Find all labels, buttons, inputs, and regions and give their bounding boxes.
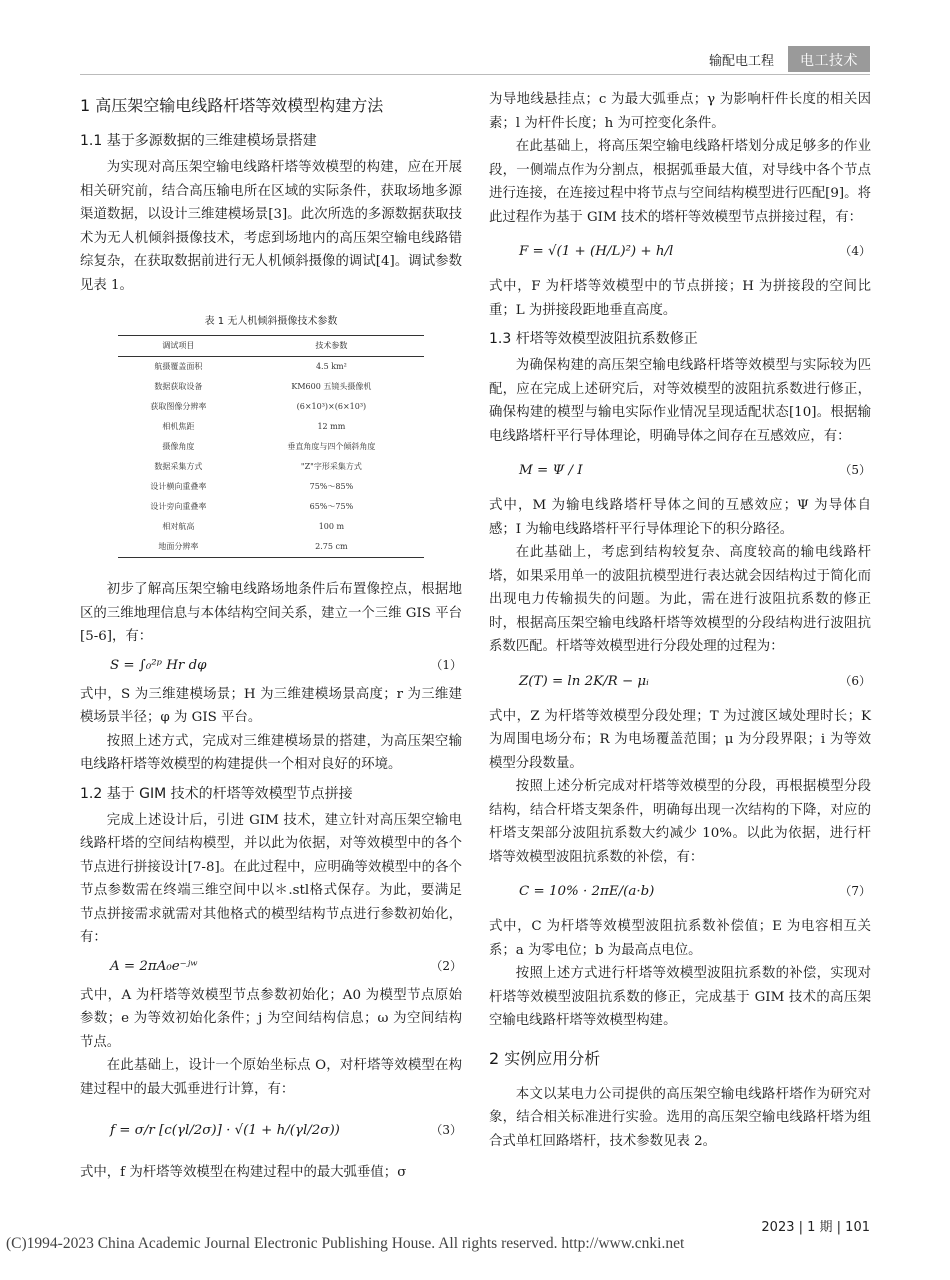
table-row: [118, 457, 424, 477]
table-header-cell: 技术参数: [239, 336, 424, 357]
paragraph: 式中，f 为杆塔等效模型在构建过程中的最大弧垂值；σ: [80, 1165, 407, 1180]
equation-body: A = 2πA₀e⁻ʲʷ: [110, 958, 198, 974]
equation-number: （7）: [839, 884, 871, 899]
equation-body: F = √(1 + (H/L)²) + h/l: [519, 244, 674, 260]
paragraph: 式中，Z 为杆塔等效模型分段处理；T 为过渡区域处理时长；K 为周围电场分布；R 为电场覆盖范围；μ 为分段界限；i 为等效模型分段数量。: [489, 708, 871, 771]
paragraph: 为实现对高压架空输电线路杆塔等效模型的构建，应在开展相关研究前，结合高压输电所在区域的实际条件，获取场地多源渠道数据，以设计三维建模场景[3]。此次所选的多源数据获取技术为无人机倾斜摄像技术，考虑到场地内的高压架空输电线路错综复杂，在获取数据前进行无人机倾斜摄像的调试[4]。调试参数见表 1。: [80, 160, 462, 293]
table-1-caption: 表 1 无人机倾斜摄像技术参数: [204, 316, 338, 327]
table-row: [118, 377, 424, 397]
table-cell: 数据获取设备: [154, 382, 203, 391]
table-row: [118, 417, 424, 437]
table-cell: 设计旁向重叠率: [150, 502, 207, 511]
section-1-3-title: 1.3 杆塔等效模型波阻抗系数修正: [489, 331, 698, 347]
page-number: 2023 | 1 期 | 101: [761, 1220, 870, 1235]
paragraph: 式中，S 为三维建模场景；H 为三维建模场景高度；r 为三维建模场景半径；φ 为 GIS 平台。: [80, 686, 462, 725]
table-cell: 12 mm: [317, 422, 346, 431]
journal-name: 输配电工程: [708, 54, 774, 69]
table-cell: 65%～75%: [309, 502, 354, 511]
left-column: [80, 88, 462, 1185]
equation-7: [489, 869, 871, 915]
table-row: [118, 357, 424, 378]
table-row: [118, 517, 424, 537]
equation-body: M = Ψ / I: [519, 463, 583, 479]
section-tag: 电工技术: [788, 46, 870, 72]
table-cell: 相机焦距: [162, 422, 195, 431]
section-2-title: 2 实例应用分析: [489, 1048, 601, 1068]
table-cell: KM600 五镜头摄像机: [291, 382, 372, 391]
section-1-2-title: 1.2 基于 GIM 技术的杆塔等效模型节点拼接: [80, 785, 353, 802]
equation-1: [80, 649, 462, 683]
running-header: [709, 46, 870, 72]
table-row: [118, 397, 424, 417]
equation-2: [80, 950, 462, 984]
equation-number: （3）: [430, 1123, 462, 1138]
table-cell: 摄像角度: [162, 442, 195, 451]
table-cell: 获取图像分辨率: [150, 402, 207, 411]
right-column: [489, 88, 871, 1153]
equation-body: f = σ/r [c(γl/2σ)] · √(1 + h/(γl/2σ)): [110, 1123, 340, 1139]
table-cell: "Z"字形采集方式: [300, 462, 362, 471]
equation-body: Z(T) = ln 2K/R − μᵢ: [519, 673, 649, 689]
equation-5: [489, 448, 871, 494]
paragraph: 式中，M 为输电线路塔杆导体之间的互感效应；Ψ 为导体自感；I 为输电线路塔杆平行导体理论下的积分路径。: [489, 498, 871, 537]
table-cell: 2.75 cm: [239, 537, 424, 558]
paragraph: 式中，C 为杆塔等效模型波阻抗系数补偿值；E 为电容相互关系；a 为零电位；b 为最高点电位。: [489, 919, 871, 958]
equation-6: [489, 659, 871, 705]
paragraph: 初步了解高压架空输电线路场地条件后布置像控点，根据地区的三维地理信息与本体结构空间关系，建立一个三维 GIS 平台[5-6]，有：: [80, 582, 462, 644]
table-1: [118, 335, 424, 558]
table-cell: 垂直角度与四个倾斜角度: [287, 442, 376, 451]
paragraph: 式中，A 为杆塔等效模型节点参数初始化；A0 为模型节点原始参数；e 为等效初始化条件；j 为空间结构信息；ω 为空间结构节点。: [80, 987, 462, 1050]
table-row: [118, 477, 424, 497]
paragraph: 本文以某电力公司提供的高压架空输电线路杆塔作为研究对象，结合相关标准进行实验。选用的高压架空输电线路杆塔为组合式单杠回路塔杆，技术参数见表 2。: [489, 1086, 871, 1149]
table-header-cell: 调试项目: [118, 336, 239, 357]
paragraph: 式中，F 为杆塔等效模型中的节点拼接；H 为拼接段的空间比重；L 为拼接段距地垂直高度。: [489, 279, 871, 318]
table-cell: 航摄覆盖面积: [154, 362, 203, 371]
copyright-line: (C)1994-2023 China Academic Journal Electronic Publishing House. All rights reserved. http://www.cnki.net: [6, 1235, 685, 1252]
table-row: [118, 497, 424, 517]
paragraph: 按照上述方式，完成对三维建模场景的搭建，为高压架空输电线路杆塔等效模型的构建提供一个相对良好的环境。: [80, 733, 462, 772]
equation-number: （4）: [839, 244, 871, 259]
table-cell: 100 m: [318, 522, 345, 531]
paragraph: 在此基础上，设计一个原始坐标点 O，对杆塔等效模型在构建过程中的最大弧垂进行计算，有：: [80, 1058, 462, 1097]
section-1-1-title: 1.1 基于多源数据的三维建模场景搭建: [80, 133, 317, 149]
table-header-row: [118, 336, 424, 357]
equation-3: [80, 1101, 462, 1161]
table-cell: (6×10³)×(6×10³): [296, 402, 367, 411]
table-row: [118, 537, 424, 558]
paragraph: 按照上述方式进行杆塔等效模型波阻抗系数的补偿，实现对杆塔等效模型波阻抗系数的修正，完成基于 GIM 技术的高压架空输电线路杆塔等效模型构建。: [489, 966, 871, 1028]
equation-number: （1）: [430, 657, 462, 672]
header-divider: [80, 74, 870, 75]
equation-body: C = 10% · 2πE/(a·b): [519, 884, 655, 900]
table-cell: 数据采集方式: [154, 462, 203, 471]
table-cell: 4.5 km²: [315, 362, 347, 371]
paragraph: 按照上述分析完成对杆塔等效模型的分段，再根据模型分段结构，结合杆塔支架条件，明确每出现一次结构的下降，对应的杆塔支架部分波阻抗系数大约减少 10%。以此为依据，进行杆塔等效模型波阻抗系数的补偿，有：: [489, 779, 871, 865]
section-1-title: 1 高压架空输电线路杆塔等效模型构建方法: [80, 96, 384, 115]
table-cell: 75%～85%: [309, 482, 354, 491]
equation-number: （2）: [430, 958, 462, 973]
paragraph: 完成上述设计后，引进 GIM 技术，建立针对高压架空输电线路杆塔的空间结构模型，并以此为依据，对等效模型中的各个节点进行拼接设计[7-8]。在此过程中，应明确等效模型中的各个节点参数需在终端三维空间中以＊.stl格式保存。为此，要满足节点拼接需求就需对其他格式的模型结构节点进行参数初始化，有：: [80, 812, 462, 945]
table-row: [118, 437, 424, 457]
equation-number: （5）: [839, 463, 871, 478]
paragraph: 为确保构建的高压架空输电线路杆塔等效模型与实际较为匹配，应在完成上述研究后，对等效模型的波阻抗系数进行修正，确保构建的模型与输电实际作业情况呈现适配状态[10]。根据输电线路塔杆平行导体理论，明确导体之间存在互感效应，有：: [489, 358, 871, 444]
paragraph: 为导地线悬挂点；c 为最大弧垂点；γ 为影响杆件长度的相关因素；l 为杆件长度；h 为可控变化条件。: [489, 92, 871, 131]
paragraph: 在此基础上，考虑到结构较复杂、高度较高的输电线路杆塔，如果采用单一的波阻抗模型进行表达就会因结构过于简化而出现电力传输损失的问题。为此，需在进行波阻抗系数的修正时，根据高压架空输电线路杆塔等效模型的分段结构进行波阻抗系数匹配。杆塔等效模型进行分段处理的过程为：: [489, 545, 871, 654]
table-cell: 相对航高: [162, 522, 195, 531]
table-cell: 设计横向重叠率: [150, 482, 207, 491]
table-cell: 地面分辨率: [118, 537, 239, 558]
equation-4: [489, 229, 871, 275]
equation-number: （6）: [839, 673, 871, 688]
paragraph: 在此基础上，将高压架空输电线路杆塔划分成足够多的作业段，一侧端点作为分割点，根据弧垂最大值，对导线中各个节点进行连接，在连接过程中将节点与空间结构模型进行匹配[9]。将此过程作为基于 GIM 技术的塔杆等效模型节点拼接过程，有：: [489, 139, 871, 225]
equation-body: S = ∫₀²ᵖ Hr dφ: [110, 657, 207, 673]
